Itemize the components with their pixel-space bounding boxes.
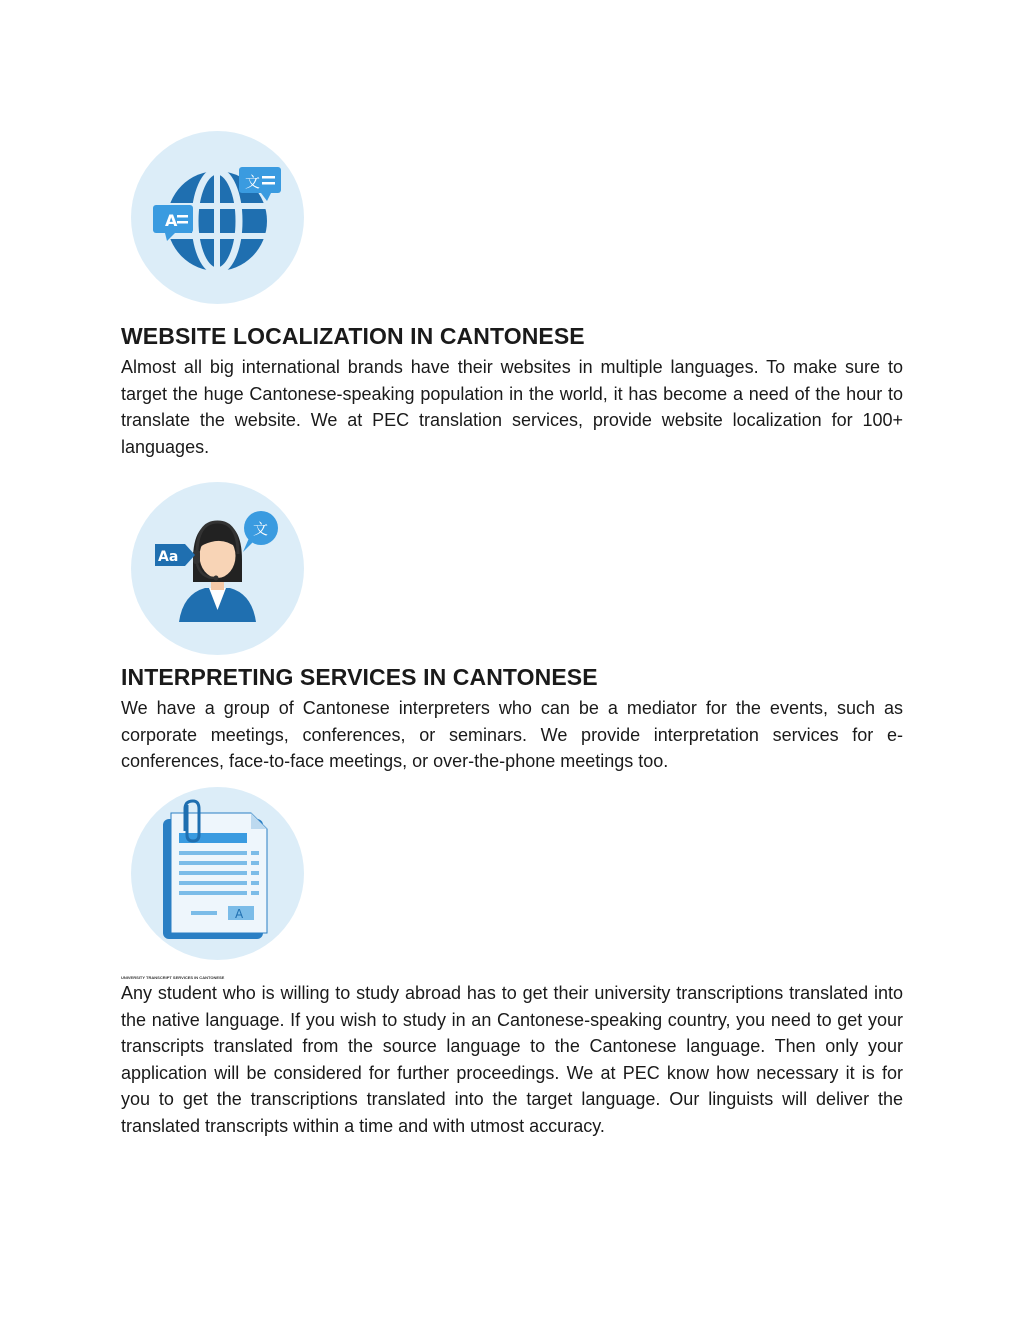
transcript-document-icon [131, 787, 304, 960]
section-body-interpreting-services: We have a group of Cantonese interpreters who can be a mediator for the events, such as corporate meetings, conferences, or seminars. We provide interpretation services for e-conferences, face-to-face meetings, or over-the-phone meetings too. [121, 698, 903, 771]
globe-translation-icon [131, 131, 304, 304]
interpreter-left-box-glyph: Aa [158, 549, 179, 565]
globe-left-bubble-glyph: A [165, 211, 178, 230]
section-heading-website-localization: WEBSITE LOCALIZATION IN CANTONESE [121, 323, 585, 349]
document-stamp-glyph: A [235, 907, 244, 921]
section-heading-interpreting-services: INTERPRETING SERVICES IN CANTONESE [121, 664, 598, 690]
interpreter-right-bubble-glyph: 文 [253, 520, 269, 538]
section-body-website-localization: Almost all big international brands have their websites in multiple languages. To make sure to target the huge Cantonese-speaking population in the world, it has become a need of the hour to translate the website. We at PEC translation services, provide website localization for 100+ languages. [121, 357, 903, 457]
section-heading-university-transcript: UNIVERSITY TRANSCRIPT SERVICES IN CANTONESE [121, 975, 225, 980]
interpreter-headset-icon [131, 482, 304, 655]
section-body-university-transcript: Any student who is willing to study abroad has to get their university transcriptions translated into the native language. If you wish to study in an Cantonese-speaking country, you need to get your transcripts translated from the source language to the Cantonese language. Then only your application will be considered for further proceedings. We at PEC know how necessary it is for you to get the transcriptions translated into the target language. Our linguists will deliver the translated transcripts within a time and with utmost accuracy. [121, 983, 903, 1136]
globe-right-bubble-glyph: 文 [245, 173, 261, 191]
